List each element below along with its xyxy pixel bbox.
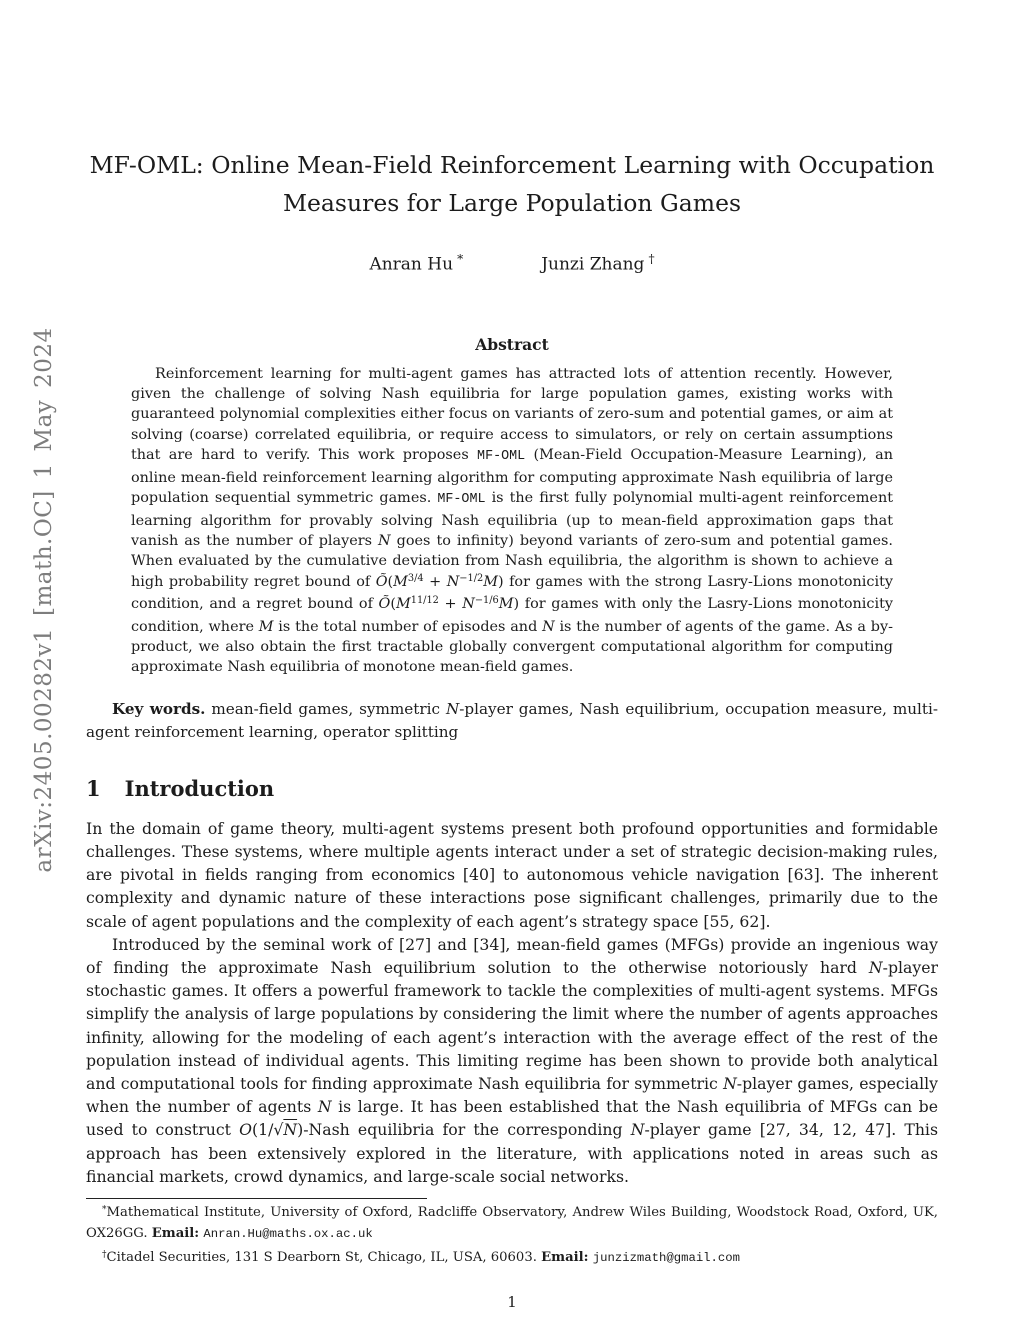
page-number: 1 [507,1293,517,1311]
section-number: 1 [86,775,101,801]
intro-paragraph-1: In the domain of game theory, multi-agent systems present both profound opportunities and formidable challenges. These systems, where multiple agents interact under a set of strategic decision-making rules, are pivotal in fields ranging from economics [40] to autonomous vehicle navigation [63]. The inherent complexity and dynamic nature of these interactions pose significant challenges, primarily due to the scale of agent populations and the complexity of each agent’s strategy space [55, 62]. [86,818,938,931]
author-2 [541,252,654,275]
author-1-name: Anran Hu [369,254,454,275]
abstract-section [131,335,893,678]
abstract-text: Reinforcement learning for multi-agent games has attracted lots of attention recently. However, given the challenge of solving Nash equilibria for large population games, existing works with guaranteed polynomial complexities either focus on variants of zero-sum and potential games, or aim at solving (coarse) correlated equilibria, or require access to simulators, or rely on certain assumptions that are hard to verify. This work proposes MF-OML (Mean-Field Occupation-Measure Learning), an online mean-field reinforcement learning algorithm for computing approximate Nash equilibria of large population sequential symmetric games. MF-OML is the first fully polynomial multi-agent reinforcement learning algorithm for provably solving Nash equilibria (up to mean-field approximation gaps that vanish as the number of players N goes to infinity) beyond variants of zero-sum and potential games. When evaluated by the cumulative deviation from Nash equilibria, the algorithm is shown to achieve a high probability regret bound of $Õ(M^{3/4} + N^{-1/2}M)$ for games with the strong Lasry-Lions monotonicity condition, and a regret bound of $Õ(M^{11/12} + N^{-1/6}M)$ for games with only the Lasry-Lions monotonicity condition, where M is the total number of episodes and N is the number of agents of the game. As a by-product, we also obtain the first tractable globally convergent computational algorithm for computing approximate Nash equilibria of monotone mean-field games. [131,365,894,676]
author-1 [369,252,463,275]
footnote-divider [86,1198,427,1199]
author-2-name: Junzi Zhang [541,254,645,275]
intro-paragraph-2: Introduced by the seminal work of [27] and [34], mean-field games (MFGs) provide an ingenious way of finding the approximate Nash equilibrium solution to the otherwise notoriously hard N-player stochastic games. It offers a powerful framework to tackle the complexities of multi-agent systems. MFGs simplify the analysis of large populations by considering the limit where the number of agents approaches infinity, allowing for the modeling of each agent’s interaction with the average effect of the rest of the population instead of individual agents. This limiting regime has been shown to provide both analytical and computational tools for finding approximate Nash equilibria for symmetric N-player games, especially when the number of agents N is large. It has been established that the Nash equilibria of MFGs can be used to construct O(1/√N)-Nash equilibria for the corresponding N-player game [27, 34, 12, 47]. This approach has been extensively explored in the literature, with applications noted in areas such as financial markets, crowd dynamics, and large-scale social networks. [86,934,938,1186]
paper-content [86,0,938,1311]
section-title: Introduction [124,775,275,801]
author-list [86,252,938,275]
footnote-2: †Citadel Securities, 131 S Dearborn St, Chicago, IL, USA, 60603. Email: junzizmath@gmail.com [102,1249,740,1265]
arxiv-watermark-text: arXiv:2405.00282v1 [math.OC] 1 May 2024 [31,327,57,873]
arxiv-watermark [31,327,57,872]
author-1-footnote-marker: * [457,252,464,266]
paper-title: MF-OML: Online Mean-Field Reinforcement Learning with Occupation Measures for Large Population Games [89,151,935,217]
footnote-1: *Mathematical Institute, University of Oxford, Radcliffe Observatory, Andrew Wiles Building, Woodstock Road, Oxford, UK, OX26GG. Email: Anran.Hu@maths.ox.ac.uk [86,1204,938,1241]
section-heading-introduction [86,776,938,801]
abstract-heading: Abstract [475,334,549,354]
author-2-footnote-marker: † [648,252,655,266]
keywords-line: Key words. mean-field games, symmetric N-player games, Nash equilibrium, occupation measure, multi-agent reinforcement learning, operator splitting [86,699,938,741]
